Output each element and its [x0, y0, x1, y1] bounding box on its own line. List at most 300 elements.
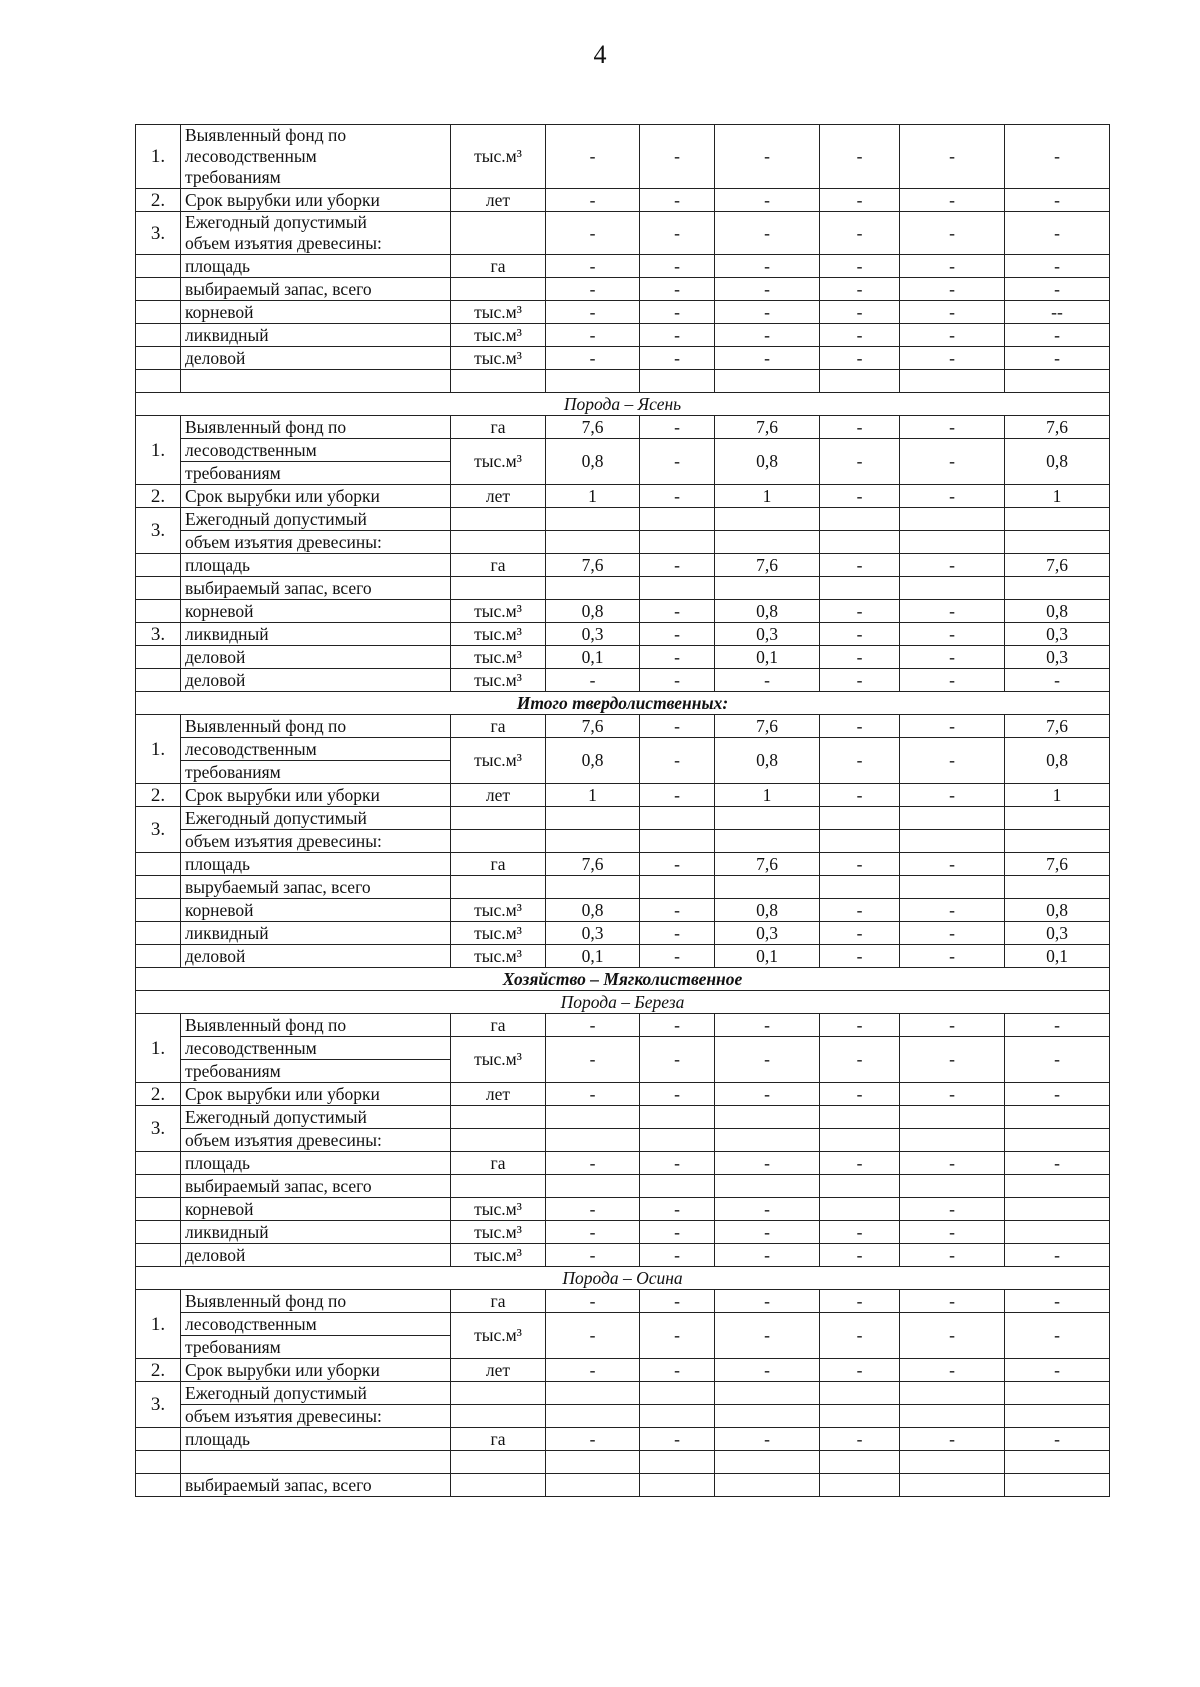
value-cell: 7,6 [1005, 416, 1110, 439]
value-cell: - [546, 1428, 640, 1451]
table-row [136, 738, 1110, 761]
value-cell: - [820, 1221, 900, 1244]
unit-cell: тыс.м³ [451, 1037, 546, 1083]
table-row [136, 255, 1110, 278]
table-row [136, 1129, 1110, 1152]
unit-cell: тыс.м³ [451, 899, 546, 922]
row-number [136, 899, 181, 922]
value-cell: 1 [1005, 784, 1110, 807]
table-row [136, 1313, 1110, 1336]
value-cell [546, 370, 640, 393]
value-cell: - [900, 1221, 1005, 1244]
value-cell: - [900, 324, 1005, 347]
value-cell: - [900, 1014, 1005, 1037]
value-cell: 1 [1005, 485, 1110, 508]
value-cell: - [640, 1428, 715, 1451]
value-cell: 7,6 [715, 554, 820, 577]
value-cell [546, 1405, 640, 1428]
value-cell [546, 1106, 640, 1129]
value-cell [640, 807, 715, 830]
value-cell: - [1005, 324, 1110, 347]
row-label: лесоводственным [181, 1037, 451, 1060]
table-row [136, 1037, 1110, 1060]
table-row [136, 1428, 1110, 1451]
value-cell: - [640, 301, 715, 324]
value-cell: - [715, 1014, 820, 1037]
value-cell: 0,1 [715, 646, 820, 669]
row-label: объем изъятия древесины: [181, 830, 451, 853]
value-cell: 7,6 [546, 853, 640, 876]
value-cell: - [820, 1152, 900, 1175]
row-number [136, 876, 181, 899]
value-cell [820, 876, 900, 899]
table-row [136, 189, 1110, 212]
value-cell: - [715, 1221, 820, 1244]
value-cell [1005, 807, 1110, 830]
unit-cell [451, 1405, 546, 1428]
value-cell: - [715, 1313, 820, 1359]
row-number: 3. [136, 807, 181, 853]
table-row [136, 577, 1110, 600]
value-cell: - [900, 278, 1005, 301]
value-cell: - [640, 1014, 715, 1037]
unit-cell: тыс.м³ [451, 125, 546, 189]
value-cell: - [820, 189, 900, 212]
value-cell: 0,3 [715, 623, 820, 646]
value-cell: - [900, 899, 1005, 922]
value-cell [820, 1405, 900, 1428]
value-cell: - [546, 1359, 640, 1382]
value-cell: - [546, 1313, 640, 1359]
value-cell: - [900, 212, 1005, 255]
row-number [136, 324, 181, 347]
value-cell [715, 1106, 820, 1129]
value-cell: - [820, 738, 900, 784]
row-number: 2. [136, 485, 181, 508]
value-cell: - [820, 1313, 900, 1359]
row-number [136, 1198, 181, 1221]
value-cell: - [900, 1083, 1005, 1106]
value-cell: -- [1005, 301, 1110, 324]
value-cell: - [1005, 1152, 1110, 1175]
value-cell: - [640, 853, 715, 876]
value-cell: - [640, 1290, 715, 1313]
value-cell: - [820, 485, 900, 508]
table-row [136, 784, 1110, 807]
unit-cell [451, 1175, 546, 1198]
value-cell: - [640, 255, 715, 278]
row-number [136, 922, 181, 945]
value-cell [900, 1382, 1005, 1405]
value-cell: - [640, 945, 715, 968]
value-cell: - [1005, 669, 1110, 692]
value-cell: - [715, 125, 820, 189]
value-cell: - [820, 623, 900, 646]
value-cell: - [1005, 1359, 1110, 1382]
value-cell [820, 1382, 900, 1405]
value-cell [715, 370, 820, 393]
value-cell: - [640, 125, 715, 189]
value-cell [640, 1106, 715, 1129]
row-number: 2. [136, 1083, 181, 1106]
table-row [136, 600, 1110, 623]
section-title: Хозяйство – Мягколиственное [136, 968, 1110, 991]
row-number [136, 1175, 181, 1198]
value-cell: - [546, 1037, 640, 1083]
row-number [136, 669, 181, 692]
value-cell [1005, 1474, 1110, 1497]
unit-cell: тыс.м³ [451, 1198, 546, 1221]
unit-cell [451, 1106, 546, 1129]
row-number: 1. [136, 715, 181, 784]
value-cell: - [820, 1014, 900, 1037]
value-cell: - [820, 899, 900, 922]
row-label: Срок вырубки или уборки [181, 1083, 451, 1106]
value-cell: 0,1 [546, 945, 640, 968]
value-cell: - [900, 1290, 1005, 1313]
value-cell: 0,8 [1005, 439, 1110, 485]
value-cell: - [900, 669, 1005, 692]
value-cell: - [900, 1152, 1005, 1175]
value-cell: - [900, 853, 1005, 876]
row-label: Ежегодный допустимый [181, 508, 451, 531]
forest-resource-table [135, 124, 1110, 1497]
value-cell: 0,8 [1005, 899, 1110, 922]
value-cell: - [1005, 278, 1110, 301]
value-cell [715, 1405, 820, 1428]
value-cell [715, 508, 820, 531]
value-cell: 7,6 [546, 416, 640, 439]
value-cell [546, 876, 640, 899]
row-label: выбираемый запас, всего [181, 577, 451, 600]
table-row [136, 212, 1110, 255]
value-cell [820, 508, 900, 531]
unit-cell: тыс.м³ [451, 623, 546, 646]
value-cell: 0,3 [546, 623, 640, 646]
value-cell [640, 1175, 715, 1198]
value-cell: - [640, 922, 715, 945]
table-row [136, 876, 1110, 899]
row-label: Срок вырубки или уборки [181, 485, 451, 508]
value-cell [820, 1474, 900, 1497]
value-cell: - [820, 1359, 900, 1382]
value-cell [1005, 1451, 1110, 1474]
table-row [136, 439, 1110, 462]
value-cell: - [820, 600, 900, 623]
unit-cell: тыс.м³ [451, 945, 546, 968]
row-number: 2. [136, 1359, 181, 1382]
value-cell: - [820, 554, 900, 577]
value-cell: - [900, 784, 1005, 807]
value-cell: - [640, 347, 715, 370]
value-cell: - [900, 189, 1005, 212]
value-cell: - [1005, 1428, 1110, 1451]
value-cell [1005, 1106, 1110, 1129]
row-label: Ежегодный допустимый [181, 1382, 451, 1405]
value-cell: - [900, 1244, 1005, 1267]
value-cell: - [546, 212, 640, 255]
table-row [136, 922, 1110, 945]
table-row [136, 301, 1110, 324]
value-cell: - [546, 301, 640, 324]
unit-cell [451, 508, 546, 531]
value-cell [820, 807, 900, 830]
row-label: выбираемый запас, всего [181, 278, 451, 301]
value-cell: - [820, 324, 900, 347]
row-number: 3. [136, 623, 181, 646]
unit-cell: тыс.м³ [451, 646, 546, 669]
value-cell: - [820, 784, 900, 807]
row-label: Срок вырубки или уборки [181, 784, 451, 807]
value-cell: - [715, 1428, 820, 1451]
value-cell: - [640, 439, 715, 485]
value-cell: - [640, 1198, 715, 1221]
row-number [136, 600, 181, 623]
value-cell: 7,6 [1005, 853, 1110, 876]
table-row [136, 945, 1110, 968]
value-cell: - [900, 646, 1005, 669]
row-number: 3. [136, 508, 181, 554]
table-row [136, 278, 1110, 301]
value-cell: - [900, 255, 1005, 278]
value-cell: - [640, 1083, 715, 1106]
unit-cell: тыс.м³ [451, 1221, 546, 1244]
row-number: 3. [136, 1382, 181, 1428]
value-cell [1005, 1405, 1110, 1428]
value-cell: - [640, 1037, 715, 1083]
value-cell: - [1005, 1290, 1110, 1313]
value-cell: - [546, 1290, 640, 1313]
value-cell: - [546, 1244, 640, 1267]
value-cell: 0,8 [1005, 738, 1110, 784]
value-cell [900, 531, 1005, 554]
row-label: Выявленный фонд по [181, 416, 451, 439]
row-number [136, 301, 181, 324]
row-label: ликвидный [181, 922, 451, 945]
value-cell: - [546, 278, 640, 301]
unit-cell: тыс.м³ [451, 324, 546, 347]
table-row [136, 669, 1110, 692]
unit-cell [451, 577, 546, 600]
unit-cell: га [451, 853, 546, 876]
value-cell: 0,3 [1005, 922, 1110, 945]
row-label: деловой [181, 646, 451, 669]
unit-cell: га [451, 1428, 546, 1451]
row-label: объем изъятия древесины: [181, 1405, 451, 1428]
value-cell [900, 1474, 1005, 1497]
value-cell: - [900, 738, 1005, 784]
value-cell: - [715, 1290, 820, 1313]
value-cell [715, 876, 820, 899]
value-cell [715, 1474, 820, 1497]
value-cell: 7,6 [1005, 715, 1110, 738]
value-cell [715, 1451, 820, 1474]
table-row [136, 1152, 1110, 1175]
row-label: Срок вырубки или уборки [181, 1359, 451, 1382]
value-cell: 7,6 [715, 416, 820, 439]
row-label: требованиям [181, 1336, 451, 1359]
value-cell [1005, 577, 1110, 600]
value-cell [546, 508, 640, 531]
unit-cell [451, 212, 546, 255]
unit-cell: лет [451, 189, 546, 212]
value-cell [640, 1129, 715, 1152]
value-cell: - [900, 554, 1005, 577]
value-cell: - [900, 347, 1005, 370]
value-cell [820, 1175, 900, 1198]
value-cell [546, 807, 640, 830]
table-row [136, 853, 1110, 876]
table-row [136, 531, 1110, 554]
table-row [136, 623, 1110, 646]
table-row [136, 899, 1110, 922]
value-cell: - [715, 278, 820, 301]
value-cell: - [820, 646, 900, 669]
value-cell: - [900, 485, 1005, 508]
value-cell [640, 830, 715, 853]
row-label: площадь [181, 853, 451, 876]
value-cell: 0,8 [715, 600, 820, 623]
unit-cell: лет [451, 784, 546, 807]
row-number [136, 1428, 181, 1451]
value-cell: - [640, 1313, 715, 1359]
section-title: Порода – Осина [136, 1267, 1110, 1290]
section-row [136, 393, 1110, 416]
value-cell [546, 1175, 640, 1198]
value-cell: - [715, 1152, 820, 1175]
value-cell: - [820, 945, 900, 968]
table-row [136, 125, 1110, 189]
value-cell [715, 1129, 820, 1152]
value-cell: - [1005, 255, 1110, 278]
row-number: 1. [136, 125, 181, 189]
value-cell [640, 1451, 715, 1474]
value-cell: 0,8 [715, 439, 820, 485]
value-cell: - [715, 1359, 820, 1382]
unit-cell: тыс.м³ [451, 669, 546, 692]
value-cell: - [900, 922, 1005, 945]
row-label: выбираемый запас, всего [181, 1474, 451, 1497]
row-number [136, 1244, 181, 1267]
value-cell: - [715, 1244, 820, 1267]
row-label: ликвидный [181, 623, 451, 646]
row-number [136, 347, 181, 370]
row-label: ликвидный [181, 324, 451, 347]
value-cell: - [820, 125, 900, 189]
value-cell: 0,3 [546, 922, 640, 945]
value-cell: - [820, 1428, 900, 1451]
value-cell [900, 577, 1005, 600]
unit-cell: га [451, 1014, 546, 1037]
unit-cell: га [451, 1290, 546, 1313]
value-cell: 0,1 [546, 646, 640, 669]
value-cell: - [820, 1083, 900, 1106]
unit-cell: га [451, 1152, 546, 1175]
table-row [136, 508, 1110, 531]
unit-cell: тыс.м³ [451, 301, 546, 324]
value-cell [640, 876, 715, 899]
table-row [136, 1244, 1110, 1267]
value-cell [900, 876, 1005, 899]
row-label: вырубаемый запас, всего [181, 876, 451, 899]
value-cell [1005, 1198, 1110, 1221]
value-cell: - [640, 1359, 715, 1382]
unit-cell [451, 830, 546, 853]
row-number [136, 554, 181, 577]
value-cell: - [1005, 125, 1110, 189]
value-cell [546, 531, 640, 554]
value-cell: - [900, 1313, 1005, 1359]
value-cell: 7,6 [546, 554, 640, 577]
value-cell [546, 830, 640, 853]
unit-cell [451, 1382, 546, 1405]
value-cell: - [546, 324, 640, 347]
row-number [136, 1221, 181, 1244]
unit-cell: тыс.м³ [451, 1313, 546, 1359]
unit-cell [451, 1129, 546, 1152]
table-row [136, 715, 1110, 738]
row-number [136, 945, 181, 968]
row-label: лесоводственным [181, 439, 451, 462]
row-label: Выявленный фонд по лесоводственным требованиям [181, 125, 451, 189]
unit-cell [451, 807, 546, 830]
value-cell: - [900, 623, 1005, 646]
value-cell: 7,6 [546, 715, 640, 738]
value-cell: - [546, 125, 640, 189]
value-cell [640, 531, 715, 554]
table-row [136, 1106, 1110, 1129]
value-cell: - [900, 715, 1005, 738]
unit-cell: тыс.м³ [451, 738, 546, 784]
row-number [136, 255, 181, 278]
value-cell: - [715, 324, 820, 347]
value-cell: - [640, 189, 715, 212]
value-cell [820, 1451, 900, 1474]
row-label: лесоводственным [181, 738, 451, 761]
table-row [136, 1083, 1110, 1106]
value-cell [546, 1382, 640, 1405]
value-cell [1005, 1382, 1110, 1405]
value-cell [900, 1129, 1005, 1152]
value-cell: - [640, 600, 715, 623]
section-title: Порода – Береза [136, 991, 1110, 1014]
value-cell: - [900, 125, 1005, 189]
value-cell [715, 1175, 820, 1198]
row-label: выбираемый запас, всего [181, 1175, 451, 1198]
value-cell: - [640, 212, 715, 255]
value-cell [820, 1106, 900, 1129]
value-cell: - [715, 1037, 820, 1083]
value-cell: - [546, 1221, 640, 1244]
value-cell [1005, 508, 1110, 531]
table-row [136, 1405, 1110, 1428]
table-row [136, 416, 1110, 439]
value-cell: - [640, 1221, 715, 1244]
value-cell: 1 [546, 784, 640, 807]
value-cell: - [640, 899, 715, 922]
value-cell: - [640, 623, 715, 646]
value-cell [715, 577, 820, 600]
value-cell: - [640, 784, 715, 807]
value-cell: - [820, 255, 900, 278]
value-cell: 7,6 [715, 715, 820, 738]
value-cell [546, 1451, 640, 1474]
value-cell: 0,8 [715, 738, 820, 784]
value-cell [900, 370, 1005, 393]
value-cell: - [640, 1152, 715, 1175]
table-row [136, 1175, 1110, 1198]
value-cell: 1 [546, 485, 640, 508]
